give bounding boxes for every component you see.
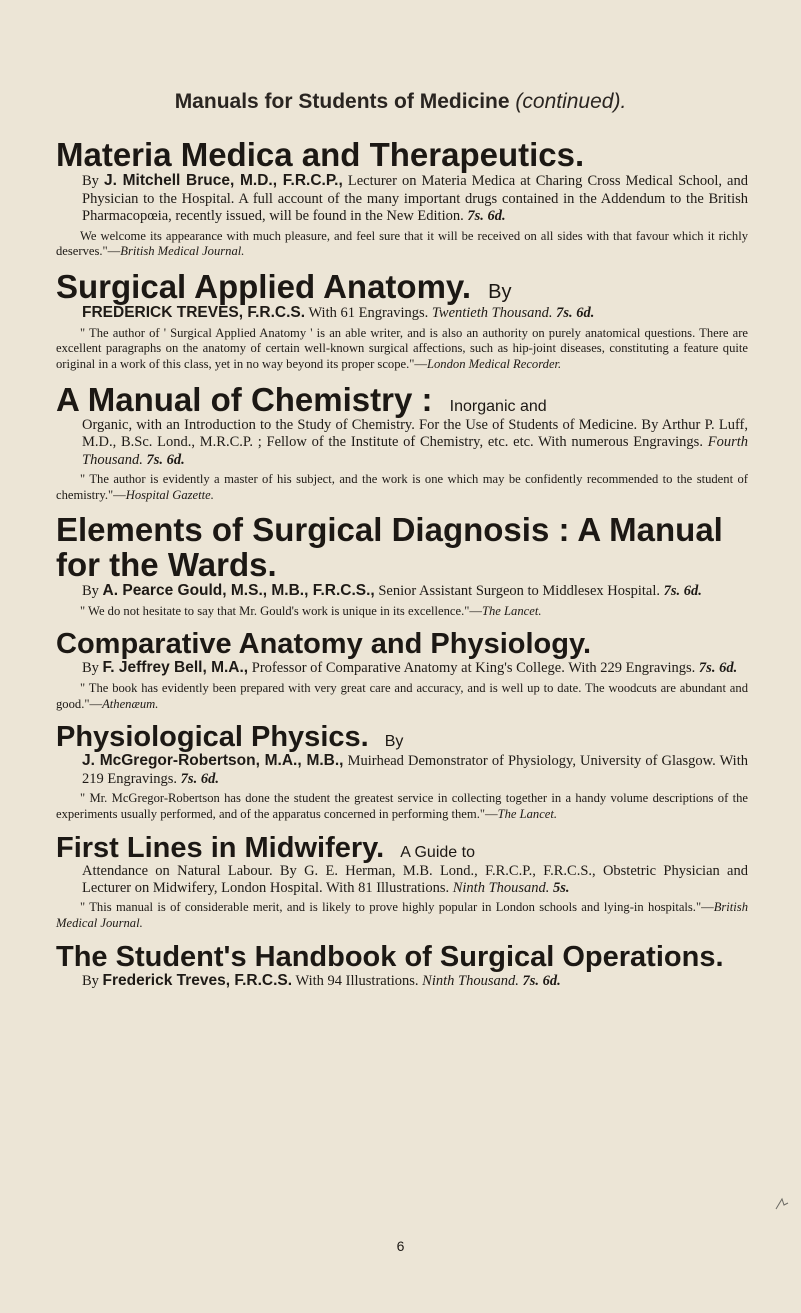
entry-review [56,791,748,822]
entry-description [82,863,748,898]
catalogue-entry-physiological-physics [56,722,748,822]
entry-title: Elements of Surgical Diagnosis : A Manual for the Wards. [56,511,723,583]
review-source: Athenæum. [102,696,159,711]
entry-price: 5s. [553,880,570,897]
entry-edition: Fourth Thousand. [82,434,748,468]
entry-review [56,900,748,931]
review-quote: We welcome its appearance with much pleasure, and feel sure that it will be received on all sides with that favour which it richly deserves."— [56,228,748,259]
entry-price: 7s. 6d. [698,660,738,677]
entry-title [56,267,748,305]
entry-author: FREDERICK TREVES, F.R.C.S. [82,304,306,322]
entry-details: With 61 Engravings. [308,305,429,322]
entry-description [82,972,748,991]
entry-details: Lecturer on Materia Medica at Charing Cross Medical School, and Physician to the Hospital. A full account of the many important drugs contained in the Addendum to the British Pharmacopœia, recently issued, will be found in the New Edition. [82,173,748,225]
review-quote: " Mr. McGregor-Robertson has done the student the greatest service in collecting together in a handy volume descriptions of the experiments usually performed, and of the apparatus concerned in performing them."— [56,791,748,821]
entry-author: Frederick Treves, F.R.C.S. [102,971,293,989]
review-quote: " The book has evidently been prepared with very great care and accuracy, and is well up to date. The woodcuts are abundant and good."— [56,680,748,711]
entry-description [82,659,748,678]
entry-description [82,752,748,788]
entry-title [56,833,748,863]
entry-edition: Twentieth Thousand. [431,305,553,322]
entry-review [56,604,748,620]
entry-by: By [82,660,99,677]
catalogue-entry-comparative-anatomy [56,629,748,712]
review-quote: " The author of ' Surgical Applied Anatomy ' is an able writer, and is also an authority on purely anatomical questions. There are excellent paragraphs on the anatomy of certain well-known surgical affections, such as hip-joint diseases, constituting a feature quite original in a work of this class, yet in no way beyond its proper scope."— [56,325,748,372]
entry-review [56,472,748,503]
entry-price: 7s. 6d. [180,770,219,787]
entry-price: 7s. 6d. [663,582,702,599]
catalogue-entry-first-lines-in-midwifery [56,833,748,932]
entry-price: 7s. 6d. [467,208,506,225]
entry-author: J. Mitchell Bruce, M.D., F.R.C.P., [103,172,343,190]
entry-review [56,229,748,260]
entry-description [82,304,748,323]
entry-edition: Ninth Thousand. [422,972,519,989]
review-source: The Lancet. [482,603,542,618]
catalogue-entry-surgical-diagnosis [56,513,748,619]
entry-title-text: Physiological Physics. [56,721,369,754]
entry-price: 7s. 6d. [556,305,595,322]
entry-by: By [82,173,99,190]
review-quote: " This manual is of considerable merit, and is likely to prove highly popular in London schools and lying-in hospitals."— [80,900,714,915]
running-head-title: Manuals for Students of Medicine [174,90,510,113]
entry-details: Senior Assistant Surgeon to Middlesex Hospital. [378,582,661,599]
entry-details: Attendance on Natural Labour. By G. E. Herman, M.B. Lond., F.R.C.P., F.R.C.S., Obstetric Physician and Lecturer on Midwifery, London Hospital. With 81 Illustrations. [82,862,748,897]
entry-by: By [82,582,99,599]
running-head [0,90,801,114]
entry-description [82,417,748,469]
review-source: British Medical Journal. [56,900,748,931]
entry-title-text: First Lines in Midwifery. [56,831,385,864]
entry-details: Professor of Comparative Anatomy at King's College. With 229 Engravings. [251,660,696,677]
catalogue-column [56,138,748,1000]
entry-description [82,582,748,601]
entry-title-text: A Manual of Chemistry : [56,380,433,418]
review-quote: " We do not hesitate to say that Mr. Gould's work is unique in its excellence."— [80,603,482,618]
entry-review [56,326,748,373]
entry-title: The Student's Handbook of Surgical Operations. [56,940,724,973]
catalogue-entry-surgical-operations [56,942,748,991]
entry-author: F. Jeffrey Bell, M.A., [102,659,249,677]
running-head-continued: (continued). [515,90,627,113]
page-number: 6 [396,1238,405,1254]
entry-title-text: Surgical Applied Anatomy. [56,267,471,305]
entry-edition: Ninth Thousand. [452,880,550,897]
pencil-mark-icon [774,1195,790,1215]
catalogue-entry-surgical-applied-anatomy [56,267,748,373]
entry-price: 7s. 6d. [146,451,185,468]
review-source: London Medical Recorder. [427,357,562,372]
review-source: The Lancet. [497,806,558,821]
review-quote: " The author is evidently a master of his subject, and the work is one which may be confidently recommended to the student of chemistry."— [56,472,748,502]
entry-price: 7s. 6d. [522,972,561,989]
entry-title-tail: Inorganic and [449,397,547,415]
entry-details: Muirhead Demonstrator of Physiology, University of Glasgow. With 219 Engravings. [82,753,748,787]
entry-review [56,681,748,712]
entry-author: J. McGregor-Robertson, M.A., M.B., [82,752,344,770]
entry-title [56,380,748,418]
entry-by: By [488,280,512,303]
entry-title [56,722,748,752]
catalogue-entry-manual-of-chemistry [56,380,748,504]
entry-author: A. Pearce Gould, M.S., M.B., F.R.C.S., [102,581,375,599]
entry-title-tail: A Guide to [400,843,475,861]
review-source: Hospital Gazette. [125,487,214,502]
entry-description [82,172,748,225]
entry-by: By [82,972,99,989]
review-source: British Medical Journal. [120,244,245,259]
entry-title: Comparative Anatomy and Physiology. [56,628,591,661]
entry-title: Materia Medica and Therapeutics. [56,136,585,173]
catalogue-entry-materia-medica [56,138,748,260]
entry-by: By [384,733,404,751]
entry-details: With 94 Illustrations. [295,972,419,989]
entry-details: Organic, with an Introduction to the Study of Chemistry. For the Use of Students of Medicine. By Arthur P. Luff, M.D., B.Sc. Lond., M.R.C.P. ; Fellow of the Institute of Chemistry, etc. etc. With numerous Engravings. [82,416,748,451]
